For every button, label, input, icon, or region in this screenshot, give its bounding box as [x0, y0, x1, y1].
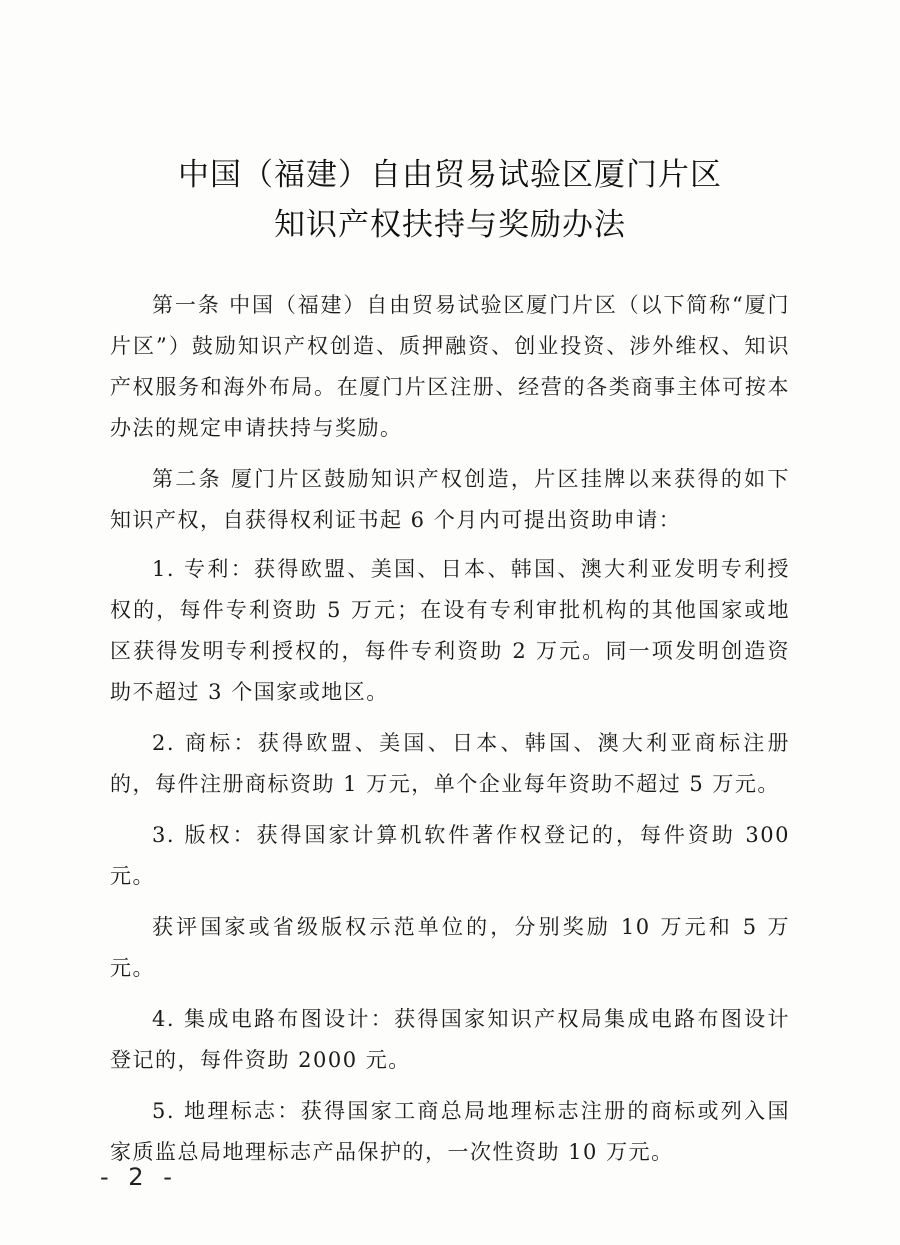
document-title: [0, 150, 900, 250]
item-ic-layout: 4. 集成电路布图设计：获得国家知识产权局集成电路布图设计登记的，每件资助 2000 元。: [110, 1007, 790, 1072]
item-copyright: 3. 版权：获得国家计算机软件著作权登记的，每件资助 300 元。: [110, 823, 790, 888]
item-copyright-award: 获评国家或省级版权示范单位的，分别奖励 10 万元和 5 万元。: [110, 915, 790, 980]
item-patent: 1. 专利：获得欧盟、美国、日本、韩国、澳大利亚发明专利授权的，每件专利资助 5 万元；在设有专利审批机构的其他国家或地区获得发明专利授权的，每件专利资助 2 万元。同一项发明创造资助不超过 3 个国家或地区。: [110, 557, 790, 704]
title-line-1: 中国（福建）自由贸易试验区厦门片区: [178, 157, 722, 193]
title-line-2: 知识产权扶持与奖励办法: [274, 207, 626, 243]
page-number: - 2 -: [100, 1163, 178, 1191]
item-trademark: 2. 商标：获得欧盟、美国、日本、韩国、澳大利亚商标注册的，每件注册商标资助 1 万元，单个企业每年资助不超过 5 万元。: [110, 731, 790, 796]
document-body: [110, 285, 790, 1183]
article-2: 第二条 厦门片区鼓励知识产权创造，片区挂牌以来获得的如下知识产权，自获得权利证书起 6 个月内可提出资助申请：: [110, 467, 790, 532]
item-geographical-indication: 5. 地理标志：获得国家工商总局地理标志注册的商标或列入国家质监总局地理标志产品保护的，一次性资助 10 万元。: [110, 1099, 790, 1164]
article-1: 第一条 中国（福建）自由贸易试验区厦门片区（以下简称“厦门片区”）鼓励知识产权创造、质押融资、创业投资、涉外维权、知识产权服务和海外布局。在厦门片区注册、经营的各类商事主体可按本办法的规定申请扶持与奖励。: [110, 293, 790, 440]
